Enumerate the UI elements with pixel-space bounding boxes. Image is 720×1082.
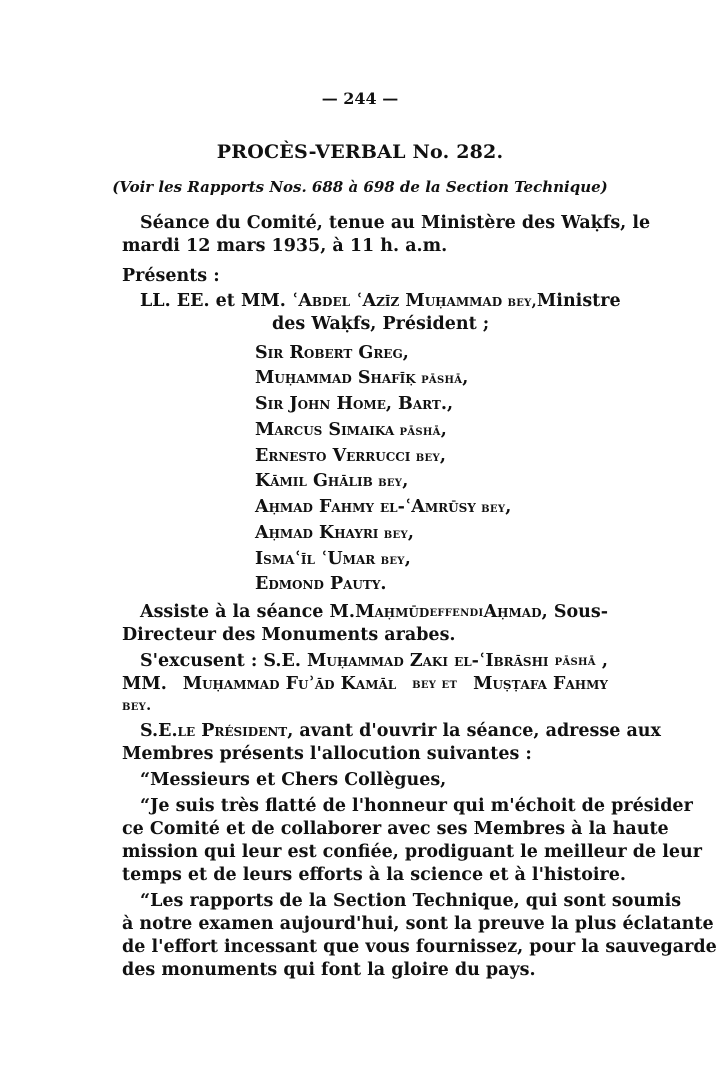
excusent-line-1: S'excusent : S.E. Muḥammad Zaki el-ʿIbrāshi pāshā ,: [140, 651, 608, 671]
assiste-line-1: Assiste à la séance M. Maḥmūd effendi Aḥmad , Sous-: [140, 602, 608, 622]
subtitle: (Voir les Rapports Nos. 688 à 698 de la Section Technique): [112, 178, 608, 196]
seance-line-2: mardi 12 mars 1935, à 11 h. a.m.: [122, 236, 448, 256]
president-title: bey,: [502, 293, 537, 310]
presents-intro: LL. EE. et MM.: [140, 291, 292, 311]
speech-p2-line-1: “Les rapports de la Section Technique, qui sont soumis: [140, 891, 682, 911]
president-speech-line-2: Membres présents l'allocution suivantes :: [122, 744, 532, 764]
member-8: Aḥmad Khayri bey,: [255, 523, 414, 543]
president-role-b: des Waḳfs, Président ;: [272, 314, 490, 334]
presents-label: Présents :: [122, 266, 220, 286]
speech-p1-line-3: mission qui leur est confiée, prodiguant le meilleur de leur: [122, 842, 702, 862]
speech-p1-line-4: temps et de leurs efforts à la science et à l'histoire.: [122, 865, 627, 885]
member-4: Marcus Simaika pāshā,: [255, 420, 447, 440]
speech-p2-line-3: de l'effort incessant que vous fournissez, pour la sauvegarde: [122, 937, 717, 957]
speech-p2-line-2: à notre examen aujourd'hui, sont la preuve la plus éclatante: [122, 914, 714, 934]
member-5: Ernesto Verrucci bey,: [255, 446, 446, 466]
member-10: Edmond Pauty.: [255, 574, 387, 594]
excusent-line-2: MM. Muḥammad Fuʾād Kamāl bey et Muṣṭafa Fahmy: [122, 674, 608, 694]
seance-line-1: Séance du Comité, tenue au Ministère des Waḳfs, le: [140, 213, 651, 233]
member-9: Ismaʿīl ʿUmar bey,: [255, 549, 411, 569]
speech-salutation: “Messieurs et Chers Collègues,: [140, 770, 447, 790]
speech-p2-line-4: des monuments qui font la gloire du pays.: [122, 960, 536, 980]
excusent-line-3: bey.: [122, 697, 152, 714]
speech-p1-line-2: ce Comité et de collaborer avec ses Membres à la haute: [122, 819, 669, 839]
page-number: — 244 —: [321, 89, 399, 108]
assiste-line-2: Directeur des Monuments arabes.: [122, 625, 456, 645]
member-3: Sir John Home, Bart.,: [255, 394, 454, 414]
speech-p1-line-1: “Je suis très flatté de l'honneur qui m'échoit de présider: [140, 796, 693, 816]
member-7: Aḥmad Fahmy el-ʿAmrūsy bey,: [255, 497, 512, 517]
president-speech-line-1: S.E. le Président , avant d'ouvrir la séance, adresse aux: [140, 721, 661, 741]
member-2: Muḥammad Shafīḳ pāshā,: [255, 368, 469, 388]
president-name: ʿAbdel ʿAzīz Muḥammad: [291, 291, 503, 311]
page-title: PROCÈS-VERBAL No. 282.: [216, 141, 504, 163]
president-role-a: Ministre: [536, 291, 621, 311]
member-1: Sir Robert Greg,: [255, 343, 409, 363]
presents-president-line: [140, 290, 621, 313]
member-6: Kāmil Ghālib bey,: [255, 471, 409, 491]
